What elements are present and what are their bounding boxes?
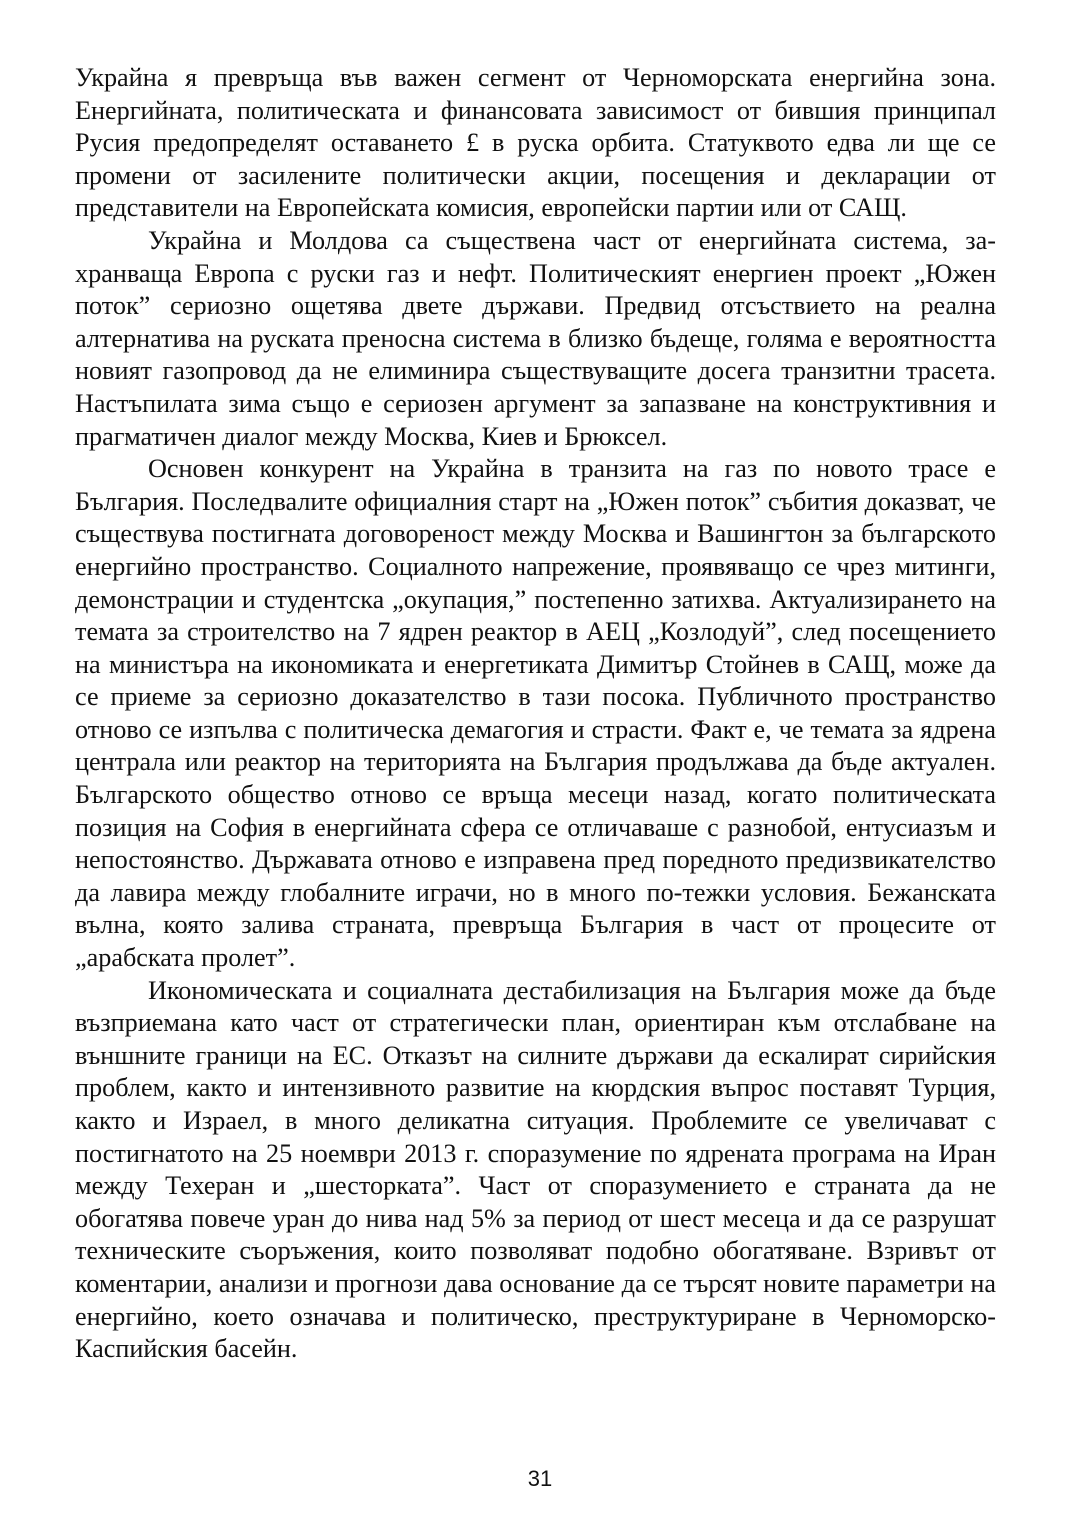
page-body [75,62,996,1366]
paragraph-destabilization: Икономическата и социалната дестабилизация на България може да бъде възприемана като част от стратегически план, ориентиран към отслабване на външните граници на ЕС. Отказът на силните държави да ескалират сирийския проблем, както и интензивното развитие на кюрдския въпрос поставят Турция, както и Израел, в много деликатна ситуация. Проблемите се увеличават с постигнатото на 25 ноември 2013 г. споразумение по ядрената програма на Иран между Техеран и „шесторката”. Част от споразумението е страната да не обогатява повече уран до нива над 5% за период от шест месеца и да се разрушат техническите съоръжения, които позволяват подобно обогатяване. Взривът от коментарии, анализи и прогнози дава основание да се търсят новите параметри на енергийно, което означава и политическо, преструктуриране в Черноморско-Каспийския басейн. [75,975,996,1364]
paragraph-bulgaria-transit: Основен конкурент на Украйна в транзита на газ по новото трасе е България. Последвалите официалния старт на „Южен поток” събития доказват, че съществува постигната договореност между Москва и Вашингтон за българското енергийно пространство. Социалното напрежение, проявяващо се чрез митинги, демонстрации и студентска „окупация,” постепенно затихва. Актуализирането на темата за строителство на 7 ядрен реактор в АЕЦ „Козлодуй”, след посещението на министъра на икономиката и енергетиката Димитър Стойнев в САЩ, може да се приеме за сериозно доказателство в тази посока. Публичното пространство отново се изпълва с политическа демагогия и страсти. Факт е, че темата за ядрена централа или реактор на територията на България продължава да бъде актуален. Българското общество отново се връща месеци назад, когато политическата позиция на София в енергийната сфера се отличаваше с разнобой, ентусиазъм и непостоянство. Държавата отново е изправена пред поредното предизвикателство да лавира между глобалните играчи, но в много по-тежки условия. Бежанската вълна, която залива страната, превръща България в част от процесите от „арабската пролет”. [75,454,996,973]
page-number: 31 [527,1466,553,1491]
paragraph-ukraine-moldova: Украйна и Молдова са съществена част от енергийната система, захранваща Европа с руски газ и нефт. Политическият енергиен проект „Южен поток” сериозно ощетява двете държави. Предвид отсъствието на реална алтернатива на руската преносна система в близко бъдеще, голяма е вероятността новият газопровод да не елиминира съществуващите досега транзитни трасета. Настъпилата зима също е сериозен аргумент за запазване на конструктивния и прагматичен диалог между Москва, Киев и Брюксел. [75,225,996,451]
paragraph-ukraine-energy-zone: Украйна я превръща във важен сегмент от Черноморската енергийна зона. Енергийната, политическата и финансовата зависимост от бившия принципал Русия предопределят оставането £ в руска орбита. Статуквото едва ли ще се промени от засилените политически акции, посещения и декларации от представители на Европейската комисия, европейски партии или от САЩ. [75,63,996,223]
